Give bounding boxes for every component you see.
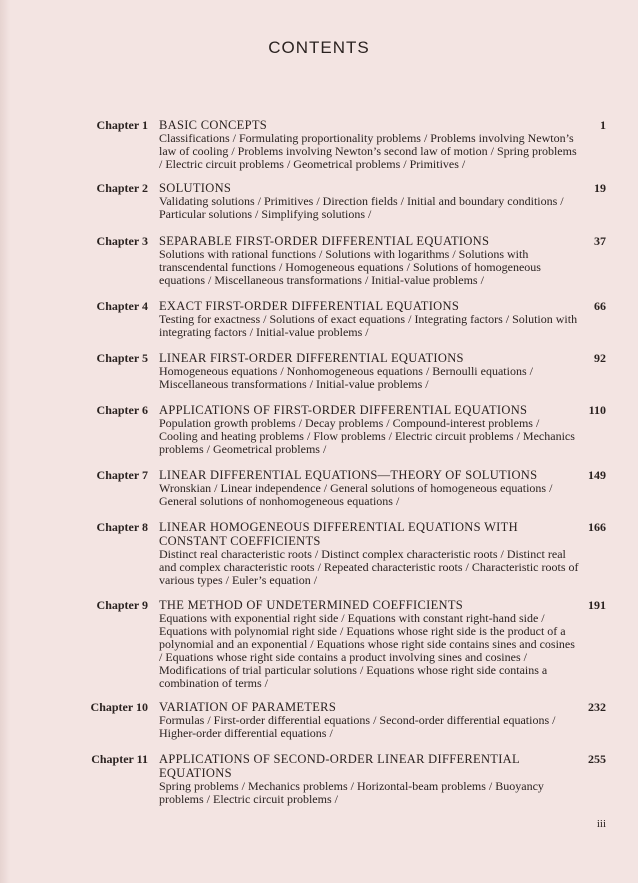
chapter-title: LINEAR FIRST-ORDER DIFFERENTIAL EQUATIONS [159, 351, 464, 365]
chapter-topics: Equations with exponential right side / Equations with constant right-hand side / Equations with polynomial right side / Equations whose right side is the product of a polynomial and an exponential / Equations whose right side contains sines and cosines / Equations whose right side contains a product involving sines and cosines / Modifications of trial particular solutions / Equations whose right side contains a combination of terms / [159, 611, 575, 690]
chapter-label: Chapter 1 [96, 118, 148, 132]
chapter-title: VARIATION OF PARAMETERS [159, 700, 337, 714]
chapter-page-number: 19 [594, 181, 606, 195]
page-spine-shadow [0, 0, 10, 883]
chapter-title: LINEAR DIFFERENTIAL EQUATIONS—THEORY OF SOLUTIONS [159, 468, 538, 482]
chapter-page-number: 255 [588, 752, 606, 766]
page-folio: iii [596, 818, 606, 830]
chapter-topics: Population growth problems / Decay problems / Compound-interest problems / Cooling and heating problems / Flow problems / Electric circuit problems / Mechanics problems / Geometrical problems / [159, 416, 575, 456]
chapter-page-number: 191 [588, 598, 606, 612]
chapter-page-number: 66 [594, 299, 606, 313]
chapter-topics: Homogeneous equations / Nonhomogeneous equations / Bernoulli equations / Miscellaneous transformations / Initial-value problems / [159, 364, 533, 391]
chapter-topics: Solutions with rational functions / Solutions with logarithms / Solutions with transcendental functions / Homogeneous equations / Solutions of homogeneous equations / Miscellaneous transformations / Initial-value problems / [159, 247, 541, 287]
chapter-title: APPLICATIONS OF FIRST-ORDER DIFFERENTIAL EQUATIONS [159, 403, 528, 417]
chapter-topics: Spring problems / Mechanics problems / Horizontal-beam problems / Buoyancy problems / Electric circuit problems / [159, 779, 544, 806]
chapter-topics: Testing for exactness / Solutions of exact equations / Integrating factors / Solution with integrating factors / Initial-value problems / [159, 312, 578, 339]
chapter-topics: Validating solutions / Primitives / Direction fields / Initial and boundary conditions / Particular solutions / Simplifying solutions / [159, 194, 564, 221]
chapter-label: Chapter 6 [96, 403, 148, 417]
chapter-label: Chapter 11 [91, 752, 148, 766]
chapter-page-number: 1 [600, 118, 606, 132]
chapter-title: THE METHOD OF UNDETERMINED COEFFICIENTS [159, 598, 464, 612]
chapter-label: Chapter 9 [96, 598, 148, 612]
chapter-label: Chapter 5 [96, 351, 148, 365]
page-title: CONTENTS [268, 38, 370, 57]
chapter-title: BASIC CONCEPTS [159, 118, 268, 132]
chapter-label: Chapter 3 [96, 234, 148, 248]
chapter-page-number: 149 [588, 468, 606, 482]
chapter-label: Chapter 7 [96, 468, 148, 482]
chapter-label: Chapter 4 [96, 299, 148, 313]
chapter-label: Chapter 8 [96, 520, 148, 534]
chapter-page-number: 37 [594, 234, 606, 248]
chapter-topics: Wronskian / Linear independence / General solutions of homogeneous equations / General solutions of nonhomogeneous equations / [159, 481, 553, 508]
chapter-page-number: 166 [588, 520, 606, 534]
chapter-title: APPLICATIONS OF SECOND-ORDER LINEAR DIFFERENTIAL EQUATIONS [159, 752, 520, 780]
chapter-title: EXACT FIRST-ORDER DIFFERENTIAL EQUATIONS [159, 299, 460, 313]
chapter-label: Chapter 10 [90, 700, 148, 714]
chapter-page-number: 232 [588, 700, 606, 714]
chapter-page-number: 92 [594, 351, 606, 365]
chapter-title: SOLUTIONS [159, 181, 232, 195]
chapter-label: Chapter 2 [96, 181, 148, 195]
chapter-topics: Distinct real characteristic roots / Distinct complex characteristic roots / Distinct real and complex characteristic roots / Repeated characteristic roots / Characteristic roots of various types / Euler’s equation / [159, 547, 579, 587]
chapter-topics: Formulas / First-order differential equations / Second-order differential equations / Higher-order differential equations / [159, 713, 556, 740]
chapter-title: LINEAR HOMOGENEOUS DIFFERENTIAL EQUATIONS WITH CONSTANT COEFFICIENTS [159, 520, 518, 548]
chapter-topics: Classifications / Formulating proportionality problems / Problems involving Newton’s law of cooling / Problems involving Newton’s second law of motion / Spring problems / Electric circuit problems / Geometrical problems / Primitives / [159, 131, 577, 171]
chapter-page-number: 110 [588, 403, 606, 417]
chapter-title: SEPARABLE FIRST-ORDER DIFFERENTIAL EQUATIONS [159, 234, 490, 248]
